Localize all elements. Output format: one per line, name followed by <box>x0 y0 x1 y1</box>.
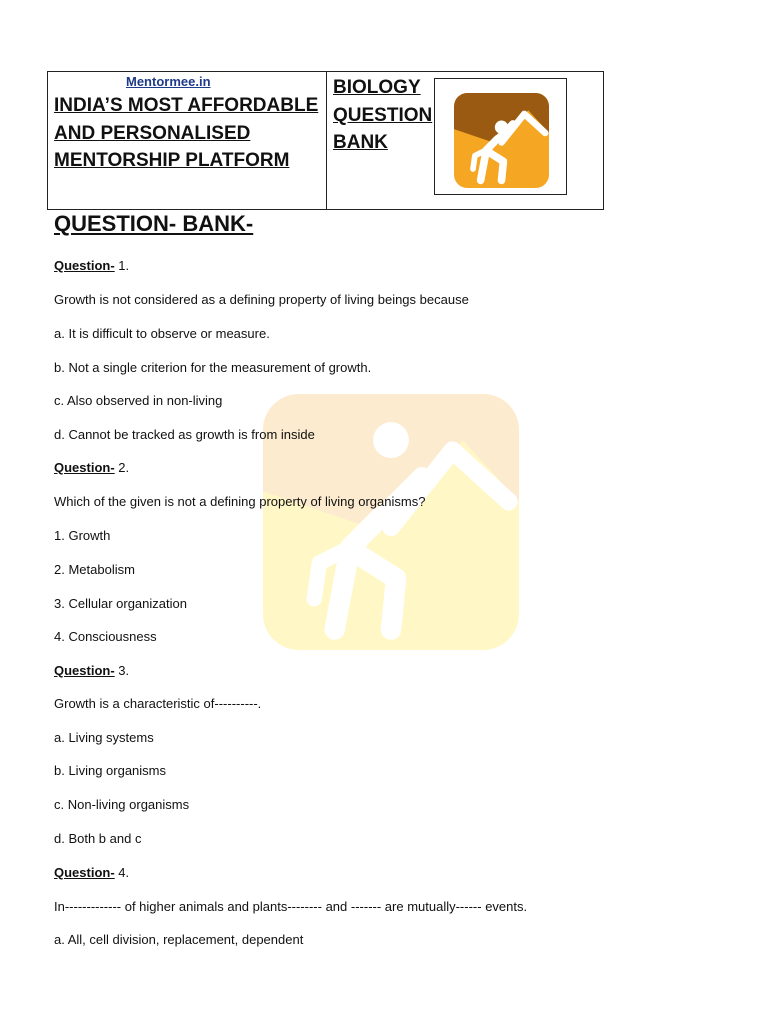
question-2-option-4: 4. Consciousness <box>54 629 157 644</box>
header-table <box>47 71 604 210</box>
question-4-heading <box>54 865 129 880</box>
question-4-text: In------------- of higher animals and plants-------- and ------- are mutually------ events. <box>54 899 528 914</box>
question-number: 2. <box>114 460 130 475</box>
question-3-option-d: d. Both b and c <box>54 831 142 846</box>
question-4-option-a: a. All, cell division, replacement, dependent <box>54 932 304 947</box>
climber-icon <box>454 93 549 188</box>
question-number: 1. <box>114 258 130 273</box>
question-3-heading <box>54 663 129 678</box>
question-1-option-a: a. It is difficult to observe or measure. <box>54 326 270 341</box>
question-bank-title: QUESTION- BANK- <box>54 211 254 236</box>
question-1-option-b: b. Not a single criterion for the measurement of growth. <box>54 360 372 375</box>
question-1-heading <box>54 258 129 273</box>
question-2-text: Which of the given is not a defining property of living organisms? <box>54 494 426 509</box>
tagline <box>54 92 324 175</box>
subject-title <box>333 74 432 157</box>
question-label: Question- <box>54 258 115 273</box>
question-3-text: Growth is a characteristic of----------. <box>54 696 262 711</box>
question-2-option-1: 1. Growth <box>54 528 111 543</box>
question-2-option-2: 2. Metabolism <box>54 562 135 577</box>
question-1-option-c: c. Also observed in non-living <box>54 393 223 408</box>
question-3-option-a: a. Living systems <box>54 730 154 745</box>
logo-box <box>434 78 567 195</box>
subject-line-1: BIOLOGY <box>333 77 421 98</box>
question-3-option-b: b. Living organisms <box>54 763 166 778</box>
tagline-line-3: MENTORSHIP PLATFORM <box>54 150 290 171</box>
question-label: Question- <box>54 460 115 475</box>
subject-line-2: QUESTION <box>333 104 433 126</box>
question-number: 4. <box>114 865 130 880</box>
tagline-line-2: AND PERSONALISED <box>54 122 251 144</box>
tagline-line-1: INDIA’S MOST AFFORDABLE <box>54 95 319 116</box>
header-right-cell <box>327 72 603 209</box>
question-1-option-d: d. Cannot be tracked as growth is from inside <box>54 427 315 442</box>
subject-line-3: BANK <box>333 132 388 153</box>
header-left-cell <box>48 72 327 209</box>
question-2-heading <box>54 460 129 475</box>
question-2-option-3: 3. Cellular organization <box>54 596 187 611</box>
question-label: Question- <box>54 865 115 880</box>
question-3-option-c: c. Non-living organisms <box>54 797 190 812</box>
question-label: Question- <box>54 663 115 678</box>
question-1-text: Growth is not considered as a defining property of living beings because <box>54 292 469 307</box>
question-number: 3. <box>114 663 130 678</box>
site-link[interactable]: Mentormee.in <box>126 74 211 89</box>
